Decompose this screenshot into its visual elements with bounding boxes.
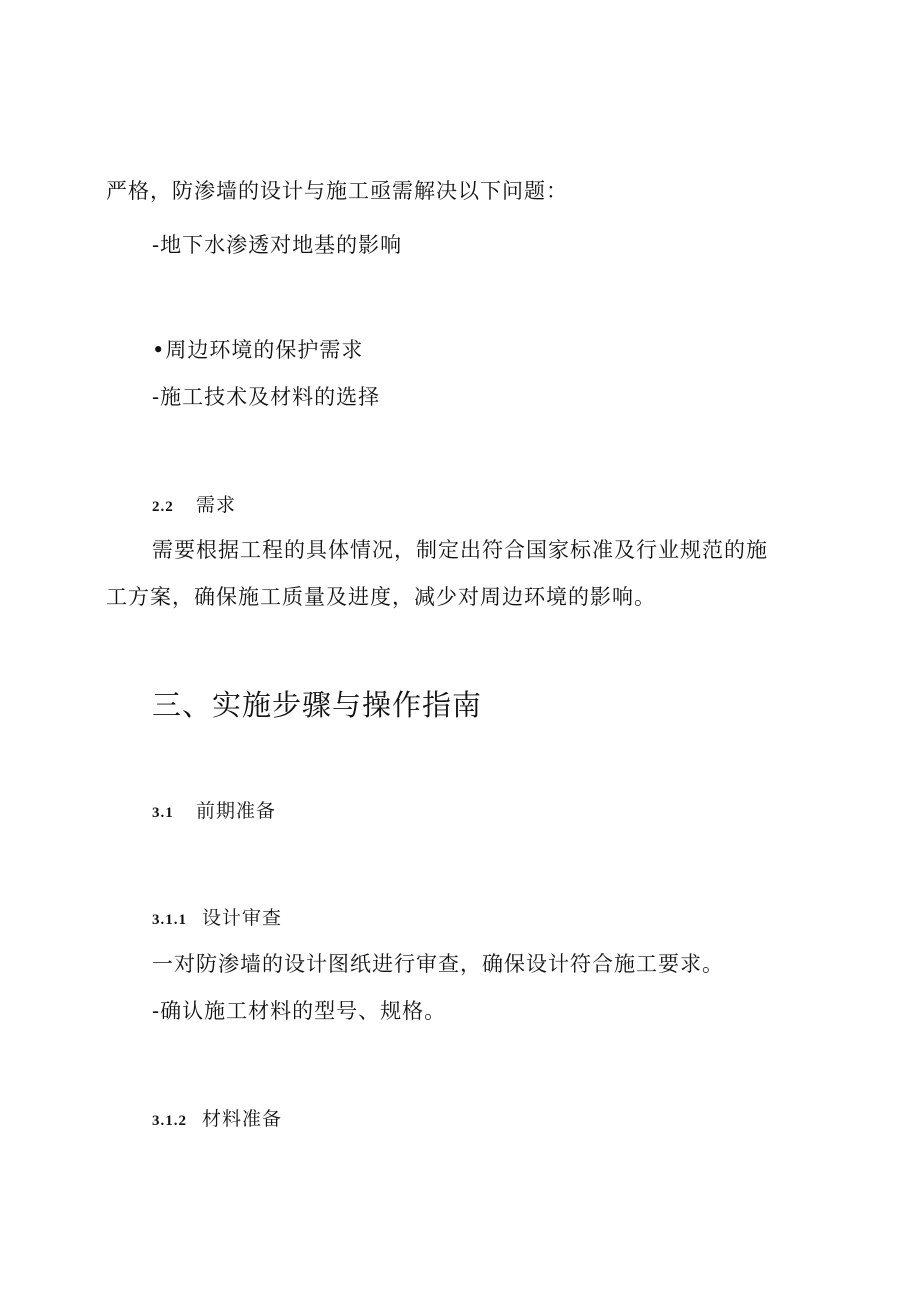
section-title: 设计审查 [202,907,283,929]
section-heading-3-1 [152,795,276,828]
list-item: •周边环境的保护需求 [152,338,364,362]
section-title: 需求 [196,494,237,516]
list-item: 一对防渗墙的设计图纸进行审查，确保设计符合施工要求。 [152,952,724,976]
paragraph-line: 工方案，确保施工质量及进度，减少对周边环境的影响。 [106,585,656,609]
section-title: 前期准备 [196,800,277,822]
list-item: -施工技术及材料的选择 [152,385,381,409]
section-heading-3-1-2 [152,1103,282,1136]
section-number: 3.1.2 [152,1113,187,1129]
section-heading-2-2 [152,489,236,522]
section-number: 2.2 [152,499,174,515]
section-title: 材料准备 [202,1108,283,1130]
section-heading-3-1-1 [152,902,282,935]
section-number: 3.1.1 [152,912,187,928]
section-number: 3.1 [152,805,174,821]
list-item: -地下水渗透对地基的影响 [152,233,403,257]
list-item: -确认施工材料的型号、规格。 [152,999,447,1023]
paragraph-line: 需要根据工程的具体情况，制定出符合国家标准及行业规范的施 [152,538,768,562]
intro-paragraph: 严格，防渗墙的设计与施工亟需解决以下问题： [106,179,568,203]
chapter-title: 三、实施步骤与操作指南 [152,688,483,722]
